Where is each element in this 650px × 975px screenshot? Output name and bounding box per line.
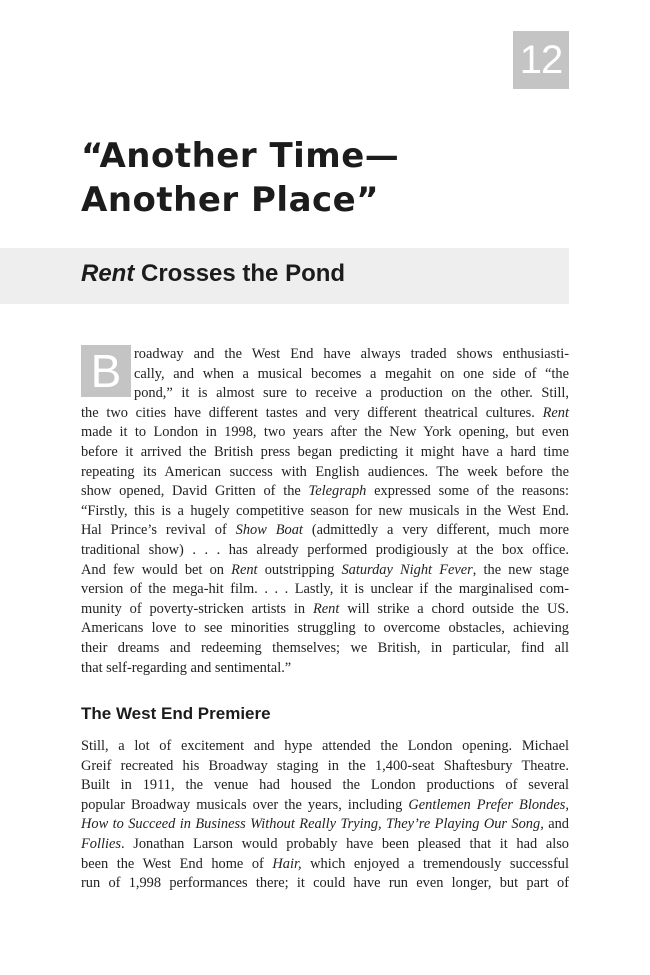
chapter-number: 12 — [513, 31, 569, 89]
paragraph-line: that self-regarding and sentimental.” — [81, 659, 292, 676]
paragraph-line: roadway and the West End have always traded shows enthusiasti- — [134, 346, 569, 362]
text-run: outstripping — [257, 561, 342, 578]
chapter-title-line-2: Another Place” — [81, 180, 380, 220]
paragraph-line — [81, 855, 569, 875]
paragraph-line: repeating its American success with English audiences. The week before the — [81, 463, 569, 480]
paragraph-line — [81, 482, 569, 502]
subtitle-rest: Crosses the Pond — [134, 260, 346, 287]
italic-title: Saturday Night Fever — [341, 561, 473, 578]
text-run: which enjoyed a tremendously successful — [301, 855, 569, 872]
paragraph-line: Built in 1911, the venue had housed the London productions of several — [81, 777, 569, 794]
italic-title: Follies — [81, 835, 121, 852]
section-heading: The West End Premiere — [81, 704, 271, 723]
italic-title: Rent — [231, 561, 258, 578]
paragraph-line: Still, a lot of excitement and hype attended the London opening. Michael — [81, 738, 569, 754]
text-run: the two cities have different tastes and very different theatrical cultures. — [81, 404, 535, 421]
intro-paragraph — [81, 345, 569, 678]
paragraph-line — [81, 521, 569, 541]
paragraph-line: their dreams and redeeming themselves; we British, in particular, find all — [81, 639, 569, 656]
chapter-title-line-1: “Another Time— — [81, 136, 400, 176]
paragraph-line — [81, 600, 569, 620]
text-run: And few would bet on — [81, 561, 232, 578]
paragraph-line — [81, 835, 569, 855]
drop-cap: B — [81, 345, 131, 397]
italic-title: Show Boat — [235, 522, 303, 539]
paragraph-line: made it to London in 1998, two years after the New York opening, but even — [81, 424, 569, 441]
text-run: will strike a chord outside the US. — [339, 600, 570, 617]
paragraph-line: cally, and when a musical becomes a megahit on one side of “the — [134, 365, 569, 382]
paragraph-line: “Firstly, this is a hugely competitive season for new musicals in the West End. — [81, 502, 569, 519]
paragraph-line: Greif recreated his Broadway staging in the 1,400-seat Shaftesbury Theatre. — [81, 757, 569, 774]
paragraph-line: run of 1,998 performances there; it could have run even longer, but part of — [81, 875, 569, 892]
text-run: expressed some of the reasons: — [366, 483, 569, 500]
text-run: popular Broadway musicals over the years, including — [81, 796, 409, 813]
text-run: munity of poverty-stricken artists in — [81, 600, 313, 617]
text-run: show opened, David Gritten of the — [81, 483, 309, 500]
text-run: , the new stage — [472, 561, 569, 578]
paragraph-line: traditional show) . . . has already performed prodigiously at the box office. — [81, 541, 569, 558]
italic-title: Rent — [542, 404, 569, 421]
paragraph-line: Americans love to see minorities struggling to overcome obstacles, achieving — [81, 620, 569, 637]
paragraph-line: version of the mega-hit film. . . . Lastly, it is unclear if the marginalised com- — [81, 581, 569, 598]
paragraph-line — [81, 815, 569, 835]
text-run: Hal Prince’s revival of — [81, 522, 236, 539]
italic-title: Gentlemen Prefer Blondes, — [408, 796, 570, 813]
chapter-subtitle — [81, 260, 345, 288]
italic-title: How to Succeed in Business Without Really Trying, They’re Playing Our Song, — [81, 816, 544, 833]
paragraph-line — [81, 404, 569, 424]
italic-title: Telegraph — [308, 483, 367, 500]
paragraph-line: pond,” it is almost sure to receive a production on the other. Still, — [134, 385, 569, 402]
chapter-title — [81, 134, 561, 222]
paragraph-line: before it arrived the British press began predicting it might have a hard time — [81, 443, 569, 460]
text-run: (admittedly a very different, much more — [302, 522, 569, 539]
subtitle-italic: Rent — [81, 260, 135, 287]
text-run: . Jonathan Larson would probably have been pleased that it had also — [120, 835, 569, 852]
section-paragraph — [81, 737, 569, 894]
text-run: been the West End home of — [81, 855, 273, 872]
italic-title: Hair, — [272, 855, 302, 872]
paragraph-line — [81, 796, 569, 816]
paragraph-line — [81, 561, 569, 581]
text-run: and — [543, 816, 569, 833]
italic-title: Rent — [312, 600, 340, 617]
